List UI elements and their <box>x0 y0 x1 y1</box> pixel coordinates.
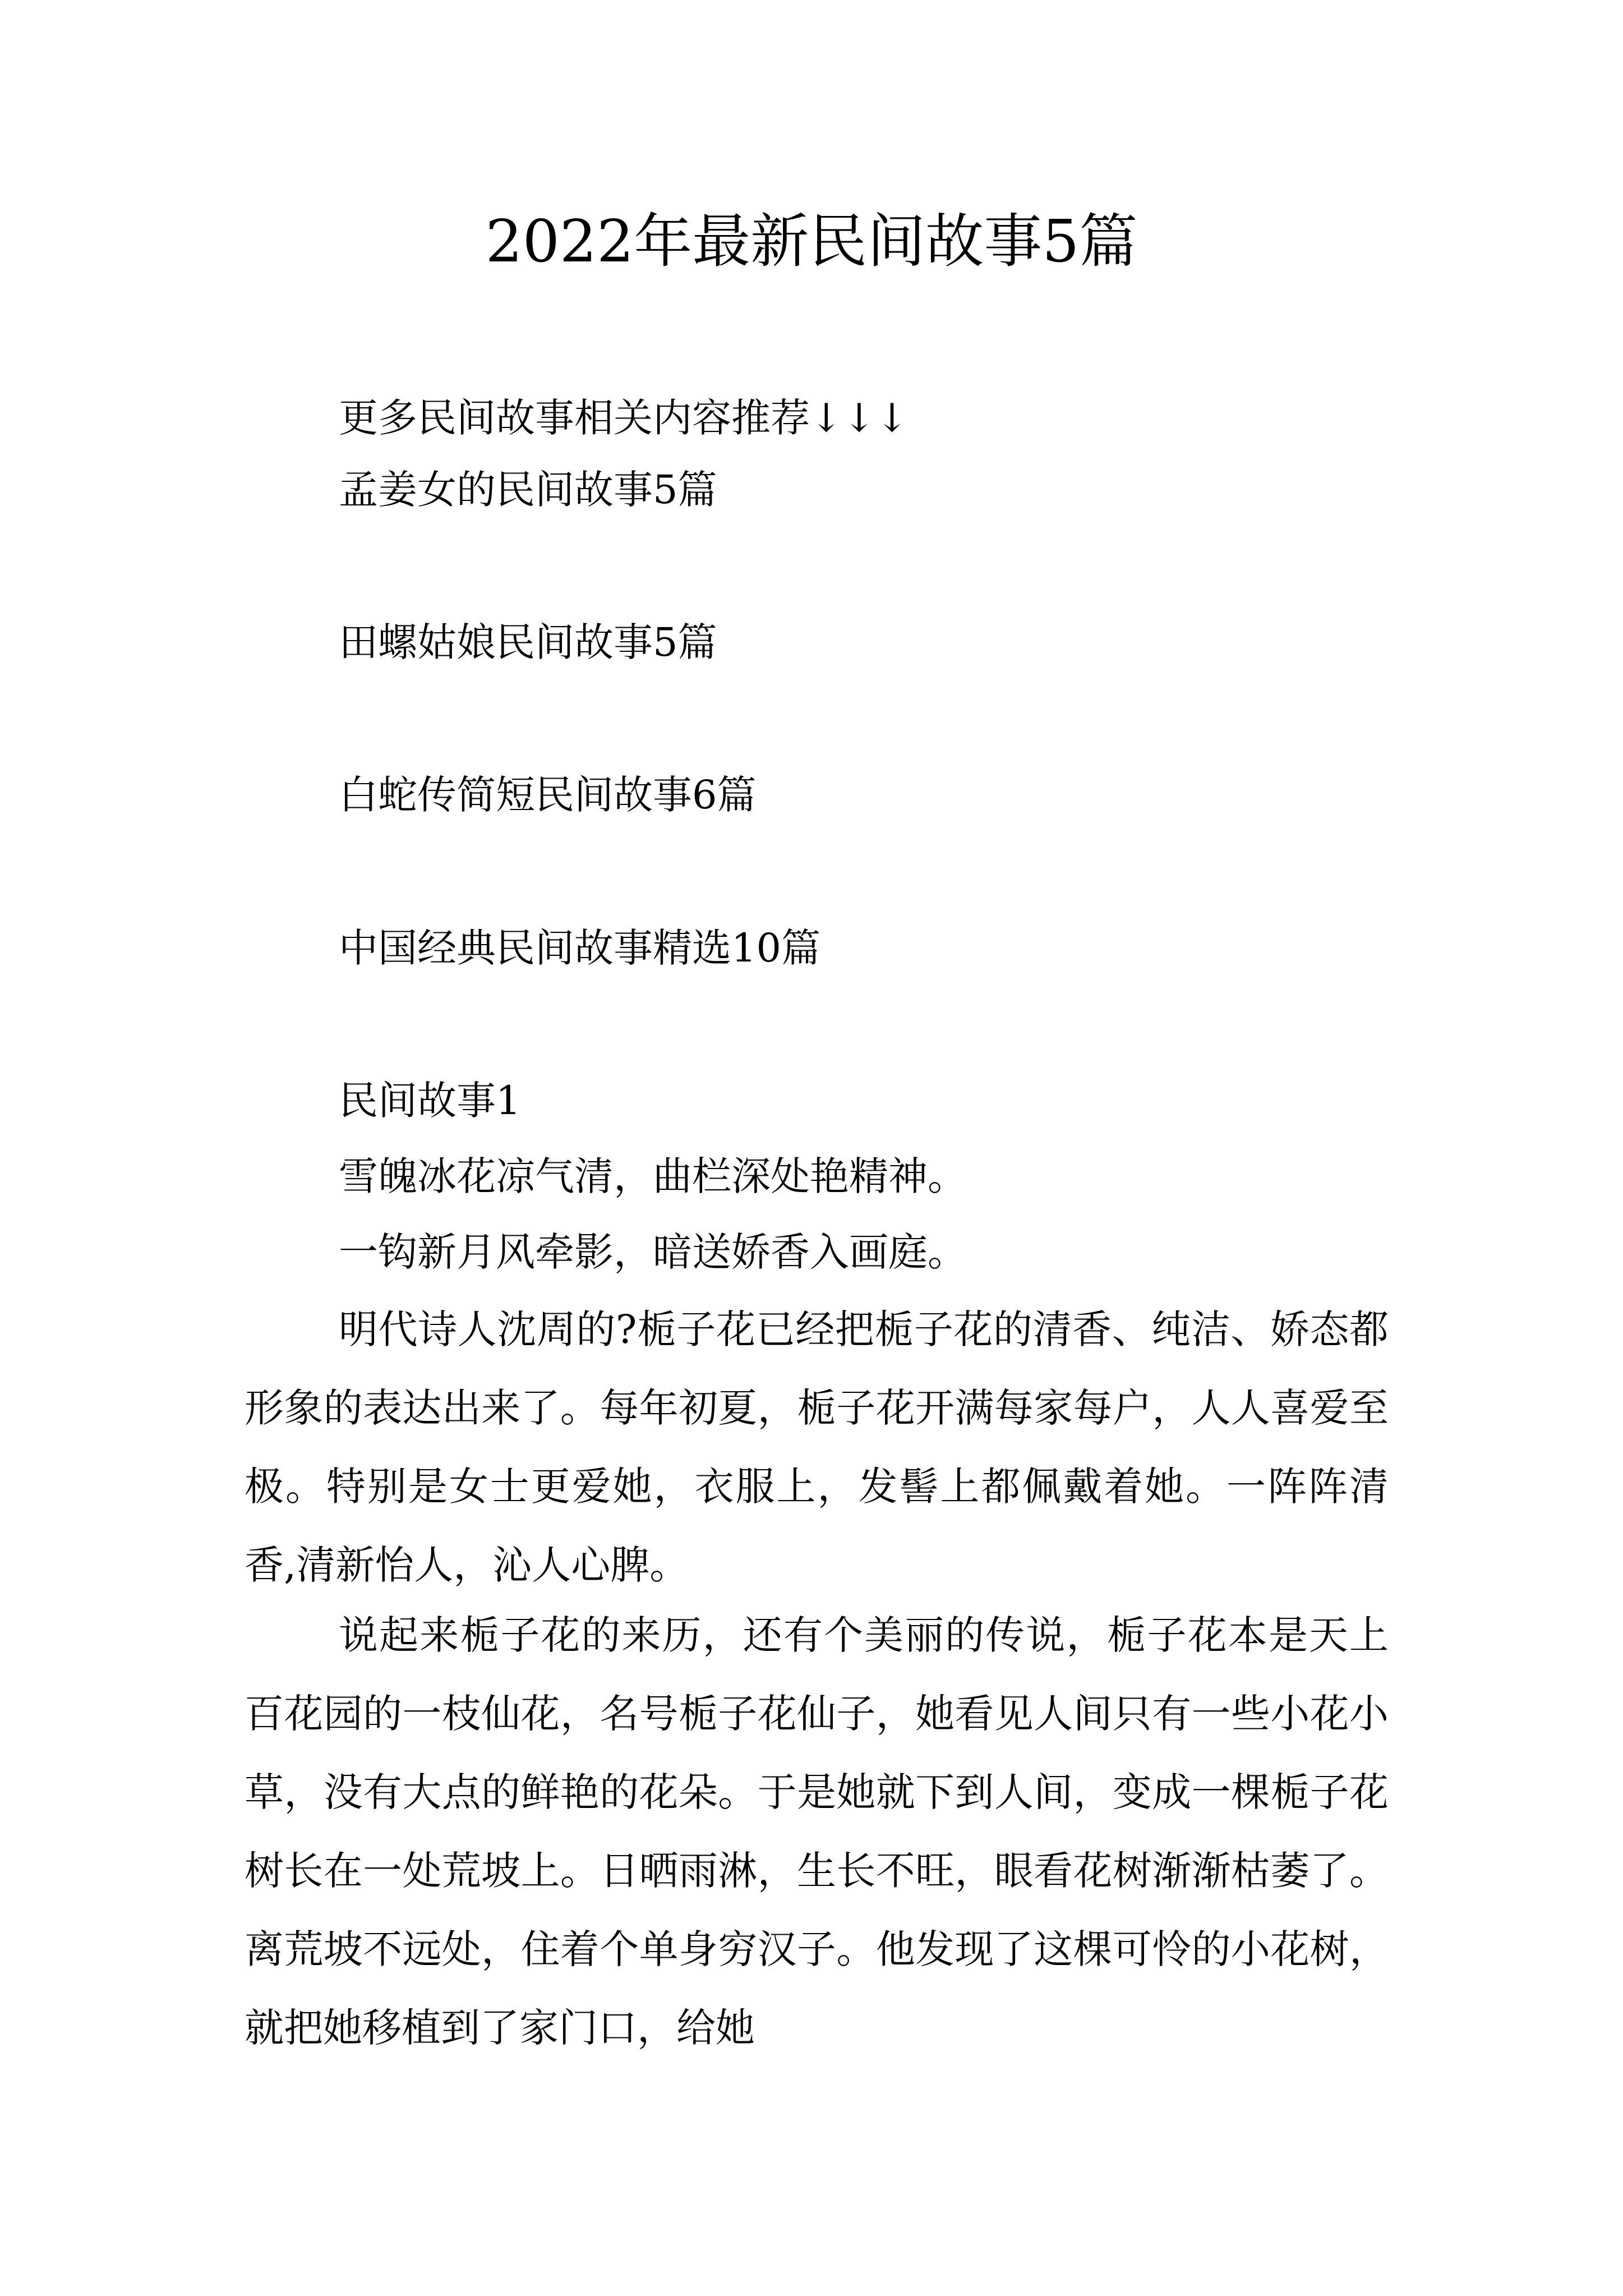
recommended-link-1[interactable]: 孟姜女的民间故事5篇 <box>339 467 717 513</box>
recommended-link-4[interactable]: 中国经典民间故事精选10篇 <box>339 925 821 971</box>
body-paragraph-1: 明代诗人沈周的?栀子花已经把栀子花的清香、纯洁、娇态都形象的表达出来了。每年初夏，栀子花开满每家每户，人人喜爱至极。特别是女士更爱她，衣服上，发髻上都佩戴着她。一阵阵清香,清新怡人，沁人心脾。 <box>245 1306 1389 1588</box>
section-heading: 民间故事1 <box>339 1078 521 1124</box>
poem-line-2: 一钩新月风牵影，暗送娇香入画庭。 <box>339 1229 967 1275</box>
recommended-link-3[interactable]: 白蛇传简短民间故事6篇 <box>339 772 757 818</box>
document-title: 2022年最新民间故事5篇 <box>485 207 1138 275</box>
body-paragraph-2: 说起来栀子花的来历，还有个美丽的传说，栀子花本是天上百花园的一枝仙花，名号栀子花仙子，她看见人间只有一些小花小草，没有大点的鲜艳的花朵。于是她就下到人间，变成一棵栀子花树长在一处荒坡上。日晒雨淋，生长不旺，眼看花树渐渐枯萎了。离荒坡不远处，住着个单身穷汉子。他发现了这棵可怜的小花树，就把她移植到了家门口，给她 <box>245 1612 1389 2051</box>
recommend-intro: 更多民间故事相关内容推荐↓↓↓ <box>339 395 909 441</box>
recommended-link-2[interactable]: 田螺姑娘民间故事5篇 <box>339 619 717 665</box>
poem-line-1: 雪魄冰花凉气清，曲栏深处艳精神。 <box>339 1153 967 1199</box>
